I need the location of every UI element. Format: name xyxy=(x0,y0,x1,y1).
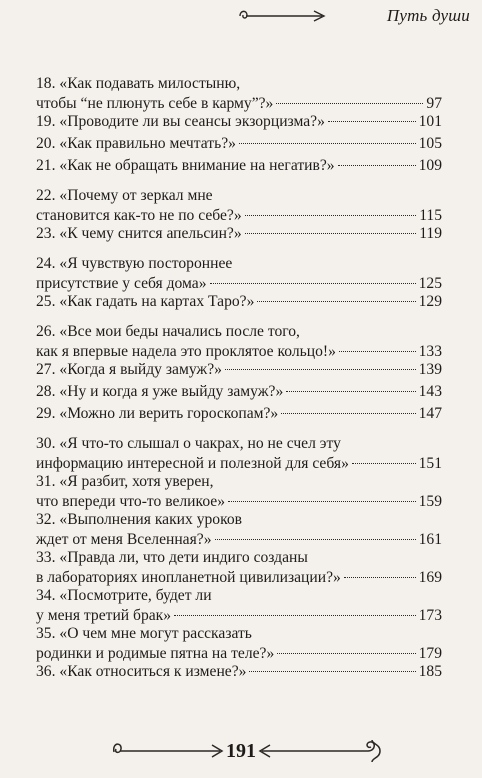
toc-entry-number: 27. xyxy=(36,361,56,378)
toc-entry xyxy=(36,404,442,424)
toc-entry-line xyxy=(36,510,442,530)
toc-entry-title: «Я разбит, хотя уверен, xyxy=(59,473,214,490)
toc-entry-title: информацию интересной и полезной для себя» xyxy=(36,455,349,472)
dot-leader xyxy=(328,121,416,122)
toc-entry-page: 101 xyxy=(418,113,442,130)
toc-entry-line xyxy=(36,548,442,568)
toc-entry xyxy=(36,434,442,474)
toc-entry-line xyxy=(36,662,442,682)
toc-entry xyxy=(36,662,442,682)
toc-entry-line xyxy=(36,382,442,402)
toc-entry xyxy=(36,586,442,626)
toc-entry xyxy=(36,134,442,154)
toc-entry-title: становится как-то не по себе?» xyxy=(36,207,242,224)
toc-entry-number: 30. xyxy=(36,435,56,452)
dot-leader xyxy=(225,369,416,370)
toc-entry-number: 19. xyxy=(36,113,56,130)
toc-entry-number: 29. xyxy=(36,405,56,422)
toc-entry-number: 18. xyxy=(36,75,56,92)
toc-entry-line xyxy=(36,492,442,512)
toc-entry-page: 139 xyxy=(418,361,442,378)
dot-leader xyxy=(174,615,416,616)
toc-entry-line xyxy=(36,530,442,550)
toc-entry-page: 133 xyxy=(418,343,442,360)
toc-entry-line xyxy=(36,360,442,380)
toc-entry-number: 34. xyxy=(36,587,56,604)
toc-entry-page: 143 xyxy=(418,383,442,400)
toc-entry-line xyxy=(36,156,442,176)
toc-entry-page: 161 xyxy=(418,531,442,548)
toc-entry-line xyxy=(36,224,442,244)
toc-entry-line xyxy=(36,94,442,114)
toc-entry-number: 36. xyxy=(36,663,56,680)
toc-entry-number: 28. xyxy=(36,383,56,400)
page-footer xyxy=(0,734,482,768)
dot-leader xyxy=(249,671,415,672)
dot-leader xyxy=(281,413,415,414)
toc-entry-line xyxy=(36,434,442,454)
toc-entry-title: «Когда я выйду замуж?» xyxy=(59,361,222,378)
toc-entry-page: 173 xyxy=(418,607,442,624)
dot-leader xyxy=(339,351,416,352)
toc-entry-line xyxy=(36,274,442,294)
toc-entry-title: ждет от меня Вселенная?» xyxy=(36,531,212,548)
dot-leader xyxy=(210,283,416,284)
toc-entry-title: как я впервые надела это проклятое кольцо!» xyxy=(36,343,336,360)
page-header xyxy=(0,4,482,30)
toc-entry-line xyxy=(36,206,442,226)
toc-entry xyxy=(36,224,442,244)
toc-entry xyxy=(36,510,442,550)
toc-entry-page: 169 xyxy=(418,569,442,586)
toc-entry-title: «О чем мне могут рассказать xyxy=(59,625,252,642)
toc-entry-number: 23. xyxy=(36,225,56,242)
toc-entry-page: 159 xyxy=(418,493,442,510)
running-title: Путь души xyxy=(386,6,470,25)
toc-entry-line xyxy=(36,186,442,206)
toc-entry-page: 125 xyxy=(418,275,442,292)
toc-entry-title: «Я чувствую постороннее xyxy=(59,255,233,272)
toc-entry-number: 26. xyxy=(36,323,56,340)
toc-entry-line xyxy=(36,254,442,274)
toc-entry-title: «Ну и когда я уже выйду замуж?» xyxy=(59,383,284,400)
dot-leader xyxy=(228,501,416,502)
dot-leader xyxy=(245,215,417,216)
toc-entry-page: 115 xyxy=(419,207,442,224)
toc-entry-page: 185 xyxy=(418,663,442,680)
toc-entry-title: «Выполнения каких уроков xyxy=(59,511,243,528)
dot-leader xyxy=(286,391,415,392)
toc-entry-page: 147 xyxy=(418,405,442,422)
toc-entry-number: 22. xyxy=(36,187,56,204)
toc-entry-title: «Как правильно мечтать?» xyxy=(59,135,236,152)
dot-leader xyxy=(344,577,416,578)
toc-entry-number: 32. xyxy=(36,511,56,528)
toc-entry xyxy=(36,74,442,114)
dot-leader xyxy=(257,301,415,302)
toc-entry-page: 179 xyxy=(418,645,442,662)
toc-entry-title: «Посмотрите, будет ли xyxy=(59,587,212,604)
ornament-arrow-icon xyxy=(238,7,328,25)
toc-entry-line xyxy=(36,322,442,342)
toc-entry-number: 25. xyxy=(36,293,56,310)
toc-entry-line xyxy=(36,568,442,588)
dot-leader xyxy=(338,165,416,166)
toc-entry-title: «Как не обращать внимание на негатив?» xyxy=(59,157,335,174)
toc-entry-line xyxy=(36,74,442,94)
toc-entry-number: 21. xyxy=(36,157,56,174)
toc-entry-line xyxy=(36,624,442,644)
toc-entry-title: «Почему от зеркал мне xyxy=(59,187,213,204)
toc-entry xyxy=(36,472,442,512)
toc-entry xyxy=(36,186,442,226)
toc-entry-page: 105 xyxy=(418,135,442,152)
toc-entry-title: «К чему снится апельсин?» xyxy=(59,225,242,242)
toc-entry-number: 24. xyxy=(36,255,56,272)
toc-entry-page: 129 xyxy=(418,293,442,310)
toc-entry-page: 109 xyxy=(418,157,442,174)
toc-entry xyxy=(36,322,442,362)
toc-entry-number: 20. xyxy=(36,135,56,152)
toc-entry xyxy=(36,382,442,402)
toc-entry xyxy=(36,548,442,588)
dot-leader xyxy=(352,463,416,464)
toc-entry-line xyxy=(36,586,442,606)
toc-entry-line xyxy=(36,342,442,362)
toc-entry xyxy=(36,112,442,132)
toc-entry-line xyxy=(36,454,442,474)
toc-entry-line xyxy=(36,606,442,626)
toc-entry-line xyxy=(36,404,442,424)
toc-entry-title: что впереди что-то великое» xyxy=(36,493,226,510)
toc-entry-title: чтобы “не плюнуть себе в карму”?» xyxy=(36,95,274,112)
toc-entry xyxy=(36,292,442,312)
toc-entry-line xyxy=(36,472,442,492)
dot-leader xyxy=(245,233,417,234)
page-number: 191 xyxy=(226,740,256,762)
toc-entry-title: «Правда ли, что дети индиго созданы xyxy=(59,549,308,566)
toc-entry-title: у меня третий брак» xyxy=(36,607,172,624)
dot-leader xyxy=(277,653,415,654)
toc-entry-title: присутствие у себя дома» xyxy=(36,275,207,292)
dot-leader xyxy=(215,539,416,540)
toc-entry-title: «Как гадать на картах Таро?» xyxy=(59,293,255,310)
toc-entry-line xyxy=(36,644,442,664)
toc-entry xyxy=(36,624,442,664)
toc-entry-line xyxy=(36,134,442,154)
toc-entry-number: 35. xyxy=(36,625,56,642)
toc-entry-number: 33. xyxy=(36,549,56,566)
toc-entry xyxy=(36,360,442,380)
toc-entry-title: «Как относиться к измене?» xyxy=(59,663,247,680)
toc-entry-line xyxy=(36,112,442,132)
toc-entry-page: 151 xyxy=(418,455,442,472)
toc-entry-title: «Все мои беды начались после того, xyxy=(59,323,300,340)
toc-entry-page: 119 xyxy=(419,225,442,242)
toc-entry-title: «Можно ли верить гороскопам?» xyxy=(59,405,279,422)
dot-leader xyxy=(239,143,416,144)
toc-entry xyxy=(36,156,442,176)
toc-entry-page: 97 xyxy=(426,95,442,112)
toc-entry-title: в лабораториях инопланетной цивилизации?» xyxy=(36,569,341,586)
toc-entry-title: «Как подавать милостыню, xyxy=(59,75,241,92)
toc-entry-title: «Я что-то слышал о чакрах, но не счел эту xyxy=(59,435,341,452)
toc-entry-number: 31. xyxy=(36,473,56,490)
toc-entry xyxy=(36,254,442,294)
toc-entry-title: «Проводите ли вы сеансы экзорцизма?» xyxy=(59,113,325,130)
toc-entry-line xyxy=(36,292,442,312)
toc-entry-title: родинки и родимые пятна на теле?» xyxy=(36,645,275,662)
dot-leader xyxy=(276,103,423,104)
